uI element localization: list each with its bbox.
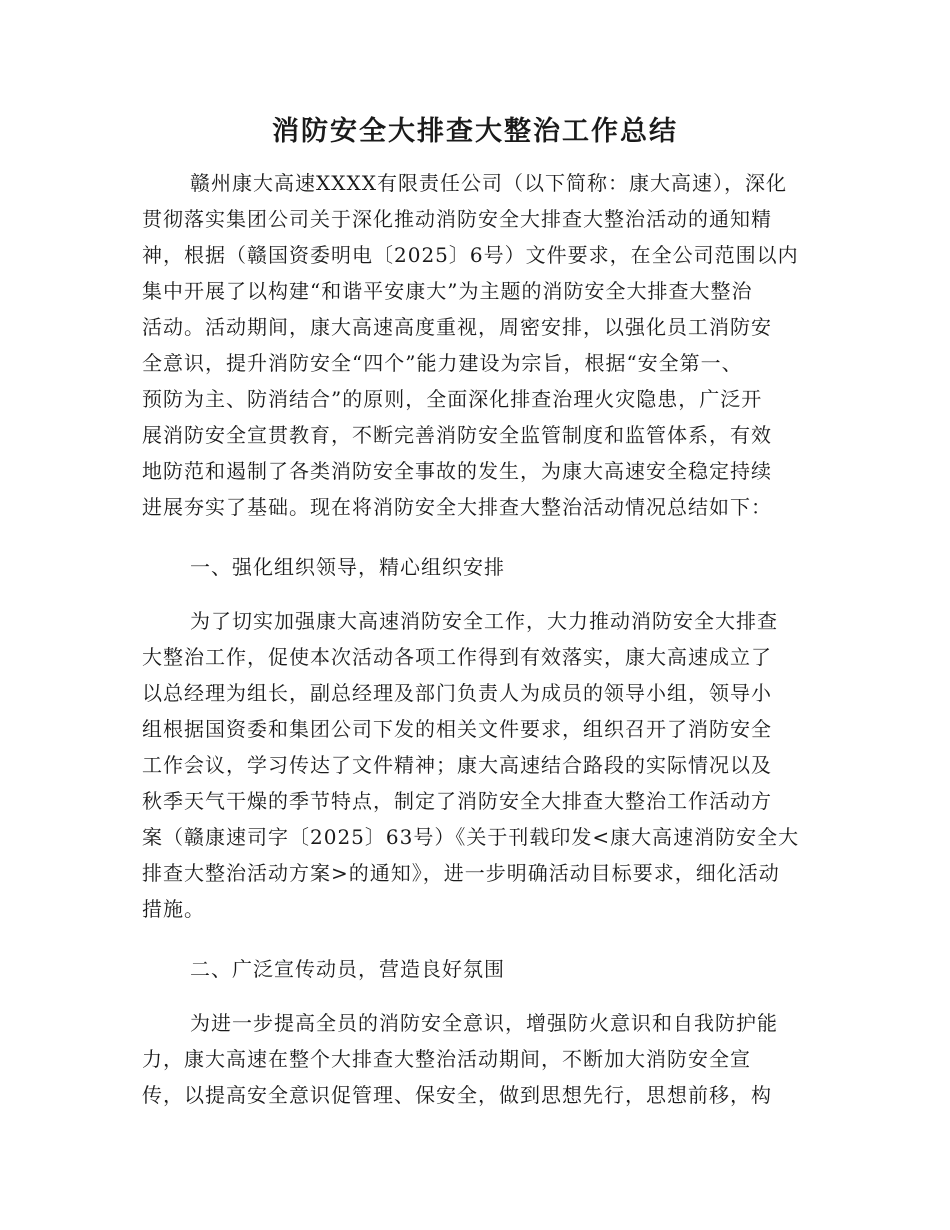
section1-line: 以总经理为组长，副总经理及部门负责人为成员的领导小组，领导小 xyxy=(142,681,772,705)
section1-line: 排查大整治活动方案>的通知》，进一步明确活动目标要求，细化活动 xyxy=(142,861,780,885)
intro-line: 进展夯实了基础。现在将消防安全大排查大整治活动情况总结如下： xyxy=(142,495,772,519)
intro-line: 神，根据（赣国资委明电〔2025〕6号）文件要求，在全公司范围以内 xyxy=(142,243,799,267)
section2-line: 力，康大高速在整个大排查大整治活动期间，不断加大消防安全宣 xyxy=(142,1047,751,1071)
intro-line: 活动。活动期间，康大高速高度重视，周密安排，以强化员工消防安 xyxy=(142,315,772,339)
section2-line: 传，以提高安全意识促管理、保安全，做到思想先行，思想前移，构 xyxy=(142,1083,772,1107)
intro-line: 地防范和遏制了各类消防安全事故的发生，为康大高速安全稳定持续 xyxy=(142,459,772,483)
section-heading: 一、强化组织领导，精心组织安排 xyxy=(190,555,505,579)
section1-line: 案（赣康速司字〔2025〕63号）《关于刊载印发<康大高速消防安全大 xyxy=(142,825,800,849)
document-title: 消防安全大排查大整治工作总结 xyxy=(272,116,678,147)
intro-line: 贯彻落实集团公司关于深化推动消防安全大排查大整治活动的通知精 xyxy=(142,207,772,231)
section1-line: 工作会议，学习传达了文件精神；康大高速结合路段的实际情况以及 xyxy=(142,753,772,777)
section1-line: 秋季天气干燥的季节特点，制定了消防安全大排查大整治工作活动方 xyxy=(142,789,772,813)
section1-line: 措施。 xyxy=(142,897,205,921)
intro-line: 赣州康大高速XXXX有限责任公司（以下简称：康大高速），深化 xyxy=(190,171,787,195)
intro-line: 展消防安全宣贯教育，不断完善消防安全监管制度和监管体系，有效 xyxy=(142,423,772,447)
section1-line: 为了切实加强康大高速消防安全工作，大力推动消防安全大排查 xyxy=(190,609,778,633)
section1-line: 大整治工作，促使本次活动各项工作得到有效落实，康大高速成立了 xyxy=(142,645,772,669)
section1-line: 组根据国资委和集团公司下发的相关文件要求，组织召开了消防安全 xyxy=(142,717,772,741)
intro-line: 全意识，提升消防安全“四个”能力建设为宗旨，根据“安全第一、 xyxy=(142,351,743,375)
intro-line: 集中开展了以构建“和谐平安康大”为主题的消防安全大排查大整治 xyxy=(142,279,753,303)
section2-line: 为进一步提高全员的消防安全意识，增强防火意识和自我防护能 xyxy=(190,1011,778,1035)
section-heading: 二、广泛宣传动员，营造良好氛围 xyxy=(190,957,505,981)
intro-line: 预防为主、防消结合”的原则，全面深化排查治理火灾隐患，广泛开 xyxy=(142,387,763,411)
